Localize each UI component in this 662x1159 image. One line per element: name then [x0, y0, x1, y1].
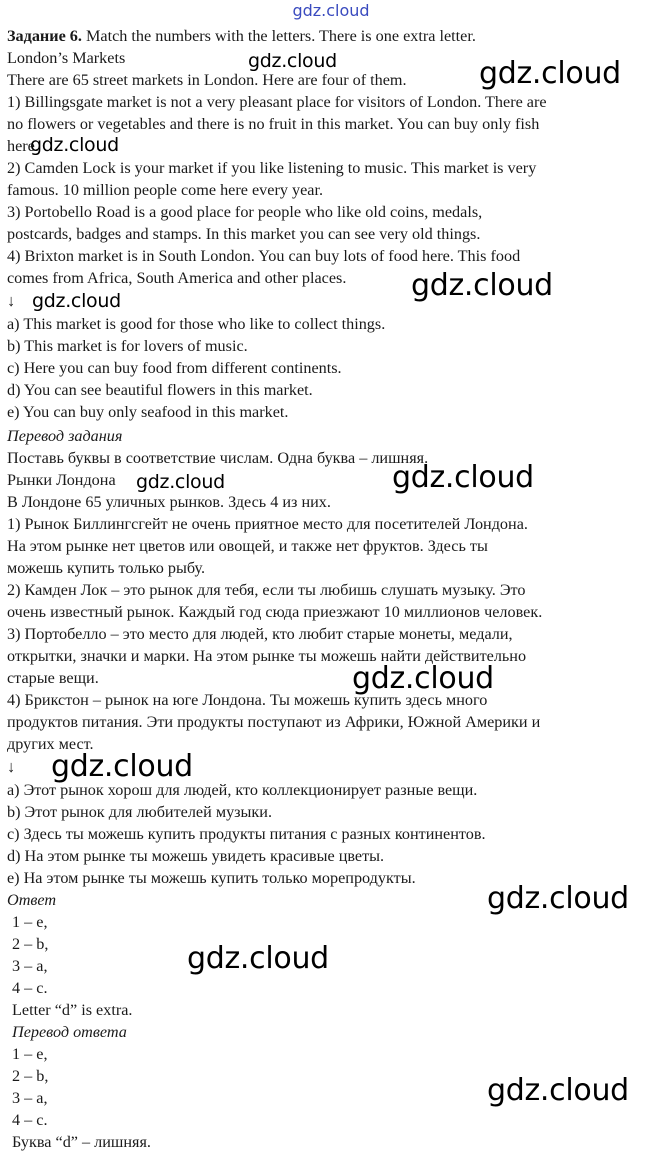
answer-extra: Letter “d” is extra.	[12, 1001, 133, 1019]
task-option: d) You can see beautiful flowers in this market.	[7, 381, 313, 399]
watermark: gdz.cloud	[487, 1073, 629, 1108]
watermark: gdz.cloud	[479, 56, 621, 91]
translation-item-line: можешь купить только рыбу.	[7, 559, 206, 577]
answer-translation-line: 1 – e,	[12, 1045, 48, 1063]
task-option: b) This market is for lovers of music.	[7, 337, 248, 355]
watermark: gdz.cloud	[187, 941, 329, 976]
answer-line: 1 – e,	[12, 913, 48, 931]
translation-item-line: На этом рынке нет цветов или овощей, и также нет фруктов. Здесь ты	[7, 537, 488, 555]
answer-translation-line: 2 – b,	[12, 1067, 49, 1085]
translation-option: e) На этом рынке ты можешь купить только морепродукты.	[7, 869, 416, 887]
translation-instruction: Поставь буквы в соответствие числам. Одна буква – лишняя.	[7, 449, 429, 467]
down-arrow: ↓	[7, 758, 16, 776]
answer-heading: Ответ	[7, 891, 57, 909]
watermark: gdz.cloud	[487, 881, 629, 916]
watermark: gdz.cloud	[136, 471, 225, 493]
task-item-line: no flowers or vegetables and there is no fruit in this market. You can buy only fish	[7, 115, 540, 133]
task-item-line: 1) Billingsgate market is not a very pleasant place for visitors of London. There are	[7, 93, 547, 111]
translation-item-line: 3) Портобелло – это место для людей, кто любит старые монеты, медали,	[7, 625, 513, 643]
task-item-line: 4) Brixton market is in South London. You can buy lots of food here. This food	[7, 247, 521, 265]
translation-option: c) Здесь ты можешь купить продукты питания с разных континентов.	[7, 825, 486, 843]
translation-item-line: других мест.	[7, 735, 94, 753]
watermark: gdz.cloud	[32, 290, 121, 312]
translation-item-line: 1) Рынок Биллингсгейт не очень приятное место для посетителей Лондона.	[7, 515, 528, 533]
translation-title: Рынки Лондона	[7, 471, 116, 489]
answer-line: 3 – a,	[12, 957, 48, 975]
translation-option: d) На этом рынке ты можешь увидеть красивые цветы.	[7, 847, 385, 865]
translation-option: a) Этот рынок хорош для людей, кто коллекционирует разные вещи.	[7, 781, 478, 799]
task-option: c) Here you can buy food from different continents.	[7, 359, 342, 377]
task-option: e) You can buy only seafood in this market.	[7, 403, 289, 421]
task-instruction: Match the numbers with the letters. There is one extra letter.	[81, 27, 476, 45]
watermark: gdz.cloud	[392, 460, 534, 495]
answer-translation-heading: Перевод ответа	[12, 1023, 127, 1041]
task-intro: There are 65 street markets in London. Here are four of them.	[7, 71, 407, 89]
translation-option: b) Этот рынок для любителей музыки.	[7, 803, 273, 821]
task-item-line: famous. 10 million people come here every year.	[7, 181, 323, 199]
watermark: gdz.cloud	[51, 749, 193, 784]
task-label: Задание 6.	[7, 27, 82, 45]
answer-translation-extra: Буква “d” – лишняя.	[12, 1133, 151, 1151]
answer-line: 4 – c.	[12, 979, 48, 997]
task-item-line: 3) Portobello Road is a good place for people who like old coins, medals,	[7, 203, 483, 221]
watermark-top: gdz.cloud	[292, 1, 370, 20]
watermark: gdz.cloud	[352, 661, 494, 696]
task-item-line: 2) Camden Lock is your market if you like listening to music. This market is very	[7, 159, 537, 177]
answer-line: 2 – b,	[12, 935, 49, 953]
translation-item-line: 2) Камден Лок – это рынок для тебя, если ты любишь слушать музыку. Это	[7, 581, 526, 599]
watermark: gdz.cloud	[411, 268, 553, 303]
translation-item-line: старые вещи.	[7, 669, 99, 687]
down-arrow: ↓	[7, 292, 16, 310]
watermark: gdz.cloud	[30, 134, 119, 156]
translation-item-line: открытки, значки и марки. На этом рынке ты можешь найти действительно	[7, 647, 527, 665]
task-item-line: comes from Africa, South America and other places.	[7, 269, 347, 287]
task-item-line: postcards, badges and stamps. In this market you can see very old things.	[7, 225, 481, 243]
answer-translation-line: 4 – c.	[12, 1111, 48, 1129]
translation-intro: В Лондоне 65 уличных рынков. Здесь 4 из них.	[7, 493, 331, 511]
translation-heading: Перевод задания	[7, 427, 123, 445]
task-header-line	[7, 25, 476, 47]
watermark: gdz.cloud	[248, 50, 337, 72]
translation-item-line: очень известный рынок. Каждый год сюда приезжают 10 миллионов человек.	[7, 603, 543, 621]
answer-translation-line: 3 – a,	[12, 1089, 48, 1107]
translation-item-line: продуктов питания. Эти продукты поступают из Африки, Южной Америки и	[7, 713, 541, 731]
task-option: a) This market is good for those who like to collect things.	[7, 315, 386, 333]
translation-item-line: 4) Брикстон – рынок на юге Лондона. Ты можешь купить здесь много	[7, 691, 488, 709]
task-item-line: here.	[7, 137, 39, 155]
task-title: London’s Markets	[7, 49, 126, 67]
